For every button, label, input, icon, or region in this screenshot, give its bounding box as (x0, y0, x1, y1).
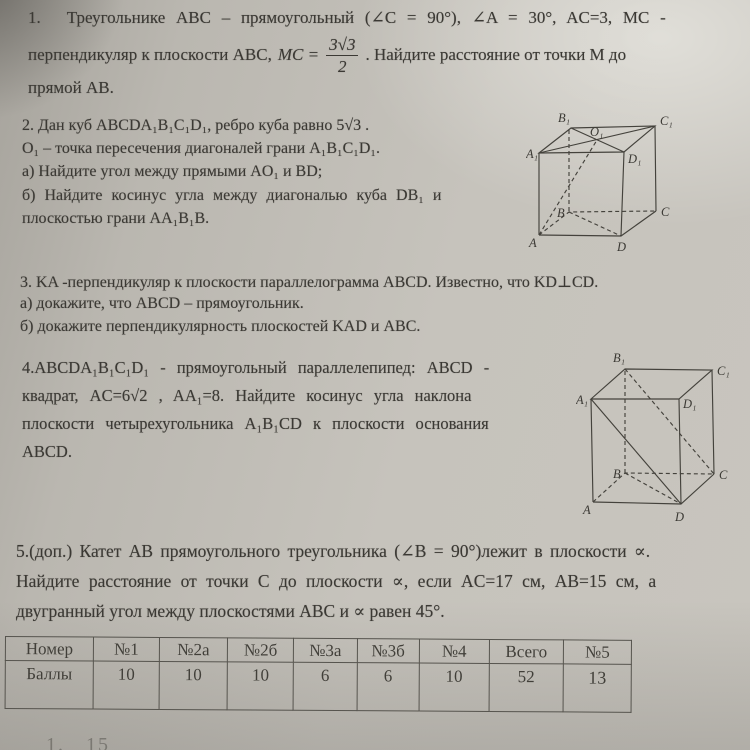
fraction-denominator: 2 (338, 56, 347, 76)
problem-1-line-3: прямой AB. (28, 78, 114, 97)
score-table-value-cell: 52 (489, 663, 563, 711)
score-table-header-cell: №3а (294, 638, 357, 662)
score-table-value-cell: 10 (419, 663, 489, 711)
fraction-numerator: 3√3 (326, 36, 358, 56)
problem-2-line-2: O₁ – точка пересечения диагоналей грани A₁B₁C₁D₁. (22, 140, 380, 157)
problem-3-line-3: б) докажите перпендикулярность плоскостей KAD и ABC. (20, 318, 421, 335)
cube1-vertex-label-b: B (557, 206, 565, 220)
cube1-center-label-o1: O₁ (590, 125, 604, 139)
score-table-header-cell: №2б (227, 638, 293, 662)
problem-3-line-2: а) докажите, что ABCD – прямоугольник. (20, 295, 304, 312)
score-table-header-cell: №5 (563, 640, 631, 664)
problem-2-line-4: б) Найдите косинус угла между диагональю куба DB₁ и (22, 187, 442, 204)
cube2-vertex-label-c1: C₁ (717, 364, 730, 378)
problem-2-line-1: 2. Дан куб ABCDA₁B₁C₁D₁, ребро куба равно 5√3 . (22, 117, 370, 134)
problem-2-line-5: плоскостью грани AA₁B₁B. (22, 210, 210, 227)
cube1-vertex-label-a1: A₁ (526, 147, 538, 161)
cube2-vertex-label-b1: B₁ (613, 351, 625, 365)
problem-3-line-1: 3. KA -перпендикуляр к плоскости параллелограмма ABCD. Известно, что KD⊥CD. (20, 274, 599, 291)
score-table (5, 636, 632, 713)
problem-4-line-3: плоскости четырехугольника A₁B₁CD к плоскости основания (22, 414, 489, 433)
score-table-value-cell: Баллы (5, 661, 93, 710)
cube2-vertex-label-c: C (719, 468, 728, 482)
cube1-vertex-label-a: A (529, 236, 537, 250)
cube1-vertex-label-b1: B₁ (558, 111, 570, 125)
score-table-value-cell: 10 (159, 661, 227, 709)
score-table-values-row (5, 661, 631, 713)
cube-figure-2 (576, 342, 748, 530)
problem-1-line-2-start: перпендикуляр к плоскости ABC, (28, 45, 272, 64)
score-table-header-cell: №4 (419, 639, 489, 663)
cube1-vertex-label-c: C (661, 205, 670, 219)
score-table-header-cell: №1 (93, 637, 159, 661)
formula-mc-lhs: MC = (277, 45, 320, 64)
problem-4-line-1: 4.ABCDA₁B₁C₁D₁ - прямоугольный параллелепипед: ABCD - (22, 358, 490, 377)
problem-4-line-4: ABCD. (22, 442, 72, 461)
cube1-vertex-label-c1: C₁ (660, 114, 673, 128)
problem-1-text: Треугольнике ABC – прямоугольный (∠C = 90°), ∠A = 30°, AC=3, MC - (66, 8, 666, 27)
problem-5-line-2: Найдите расстояние от точки C до плоскости ∝, если AC=17 см, AB=15 см, а (16, 571, 657, 591)
problem-1-line-1 (28, 8, 722, 28)
cube2-vertex-label-d1: D₁ (683, 397, 697, 411)
score-table-value-cell: 6 (293, 662, 357, 710)
problem-2-line-3: а) Найдите угол между прямыми AO₁ и BD; (22, 163, 323, 180)
cube2-vertex-label-d: D (675, 510, 685, 524)
score-table-value-cell: 6 (357, 663, 420, 711)
problem-1-number: 1. (28, 8, 41, 27)
problem-5-line-1: 5.(доп.) Катет AB прямоугольного треугольника (∠B = 90°)лежит в плоскости ∝. (16, 541, 651, 561)
cube1-vertex-label-d: D (617, 240, 627, 254)
problem-5-line-3: двугранный угол между плоскостями ABC и ∝ равен 45°. (16, 601, 445, 621)
cube2-vertex-label-a1: A₁ (576, 393, 588, 407)
cube1-vertex-label-d1: D₁ (628, 152, 642, 166)
cube2-vertex-label-b: B (613, 467, 621, 481)
cube-figure-1 (526, 100, 696, 258)
score-table-value-cell: 10 (227, 662, 293, 710)
formula-fraction (326, 36, 358, 75)
score-table-value-cell: 10 (93, 661, 159, 709)
problem-1-line-2-end: . Найдите расстояние от точки M до (365, 45, 627, 64)
cutoff-text-fragment: 1. 15 (46, 734, 110, 750)
cube2-vertex-label-a: A (583, 503, 591, 517)
score-table-header-cell: Номер (5, 637, 93, 662)
problem-4-line-2: квадрат, AC=6√2 , AA₁=8. Найдите косинус угла наклона (22, 386, 472, 405)
score-table-header-cell: №2а (159, 637, 227, 661)
problem-1-line-2 (28, 34, 626, 76)
score-table-header-cell: №3б (357, 639, 419, 663)
score-table-header-cell: Всего (489, 639, 563, 663)
score-table-value-cell: 13 (563, 664, 631, 712)
